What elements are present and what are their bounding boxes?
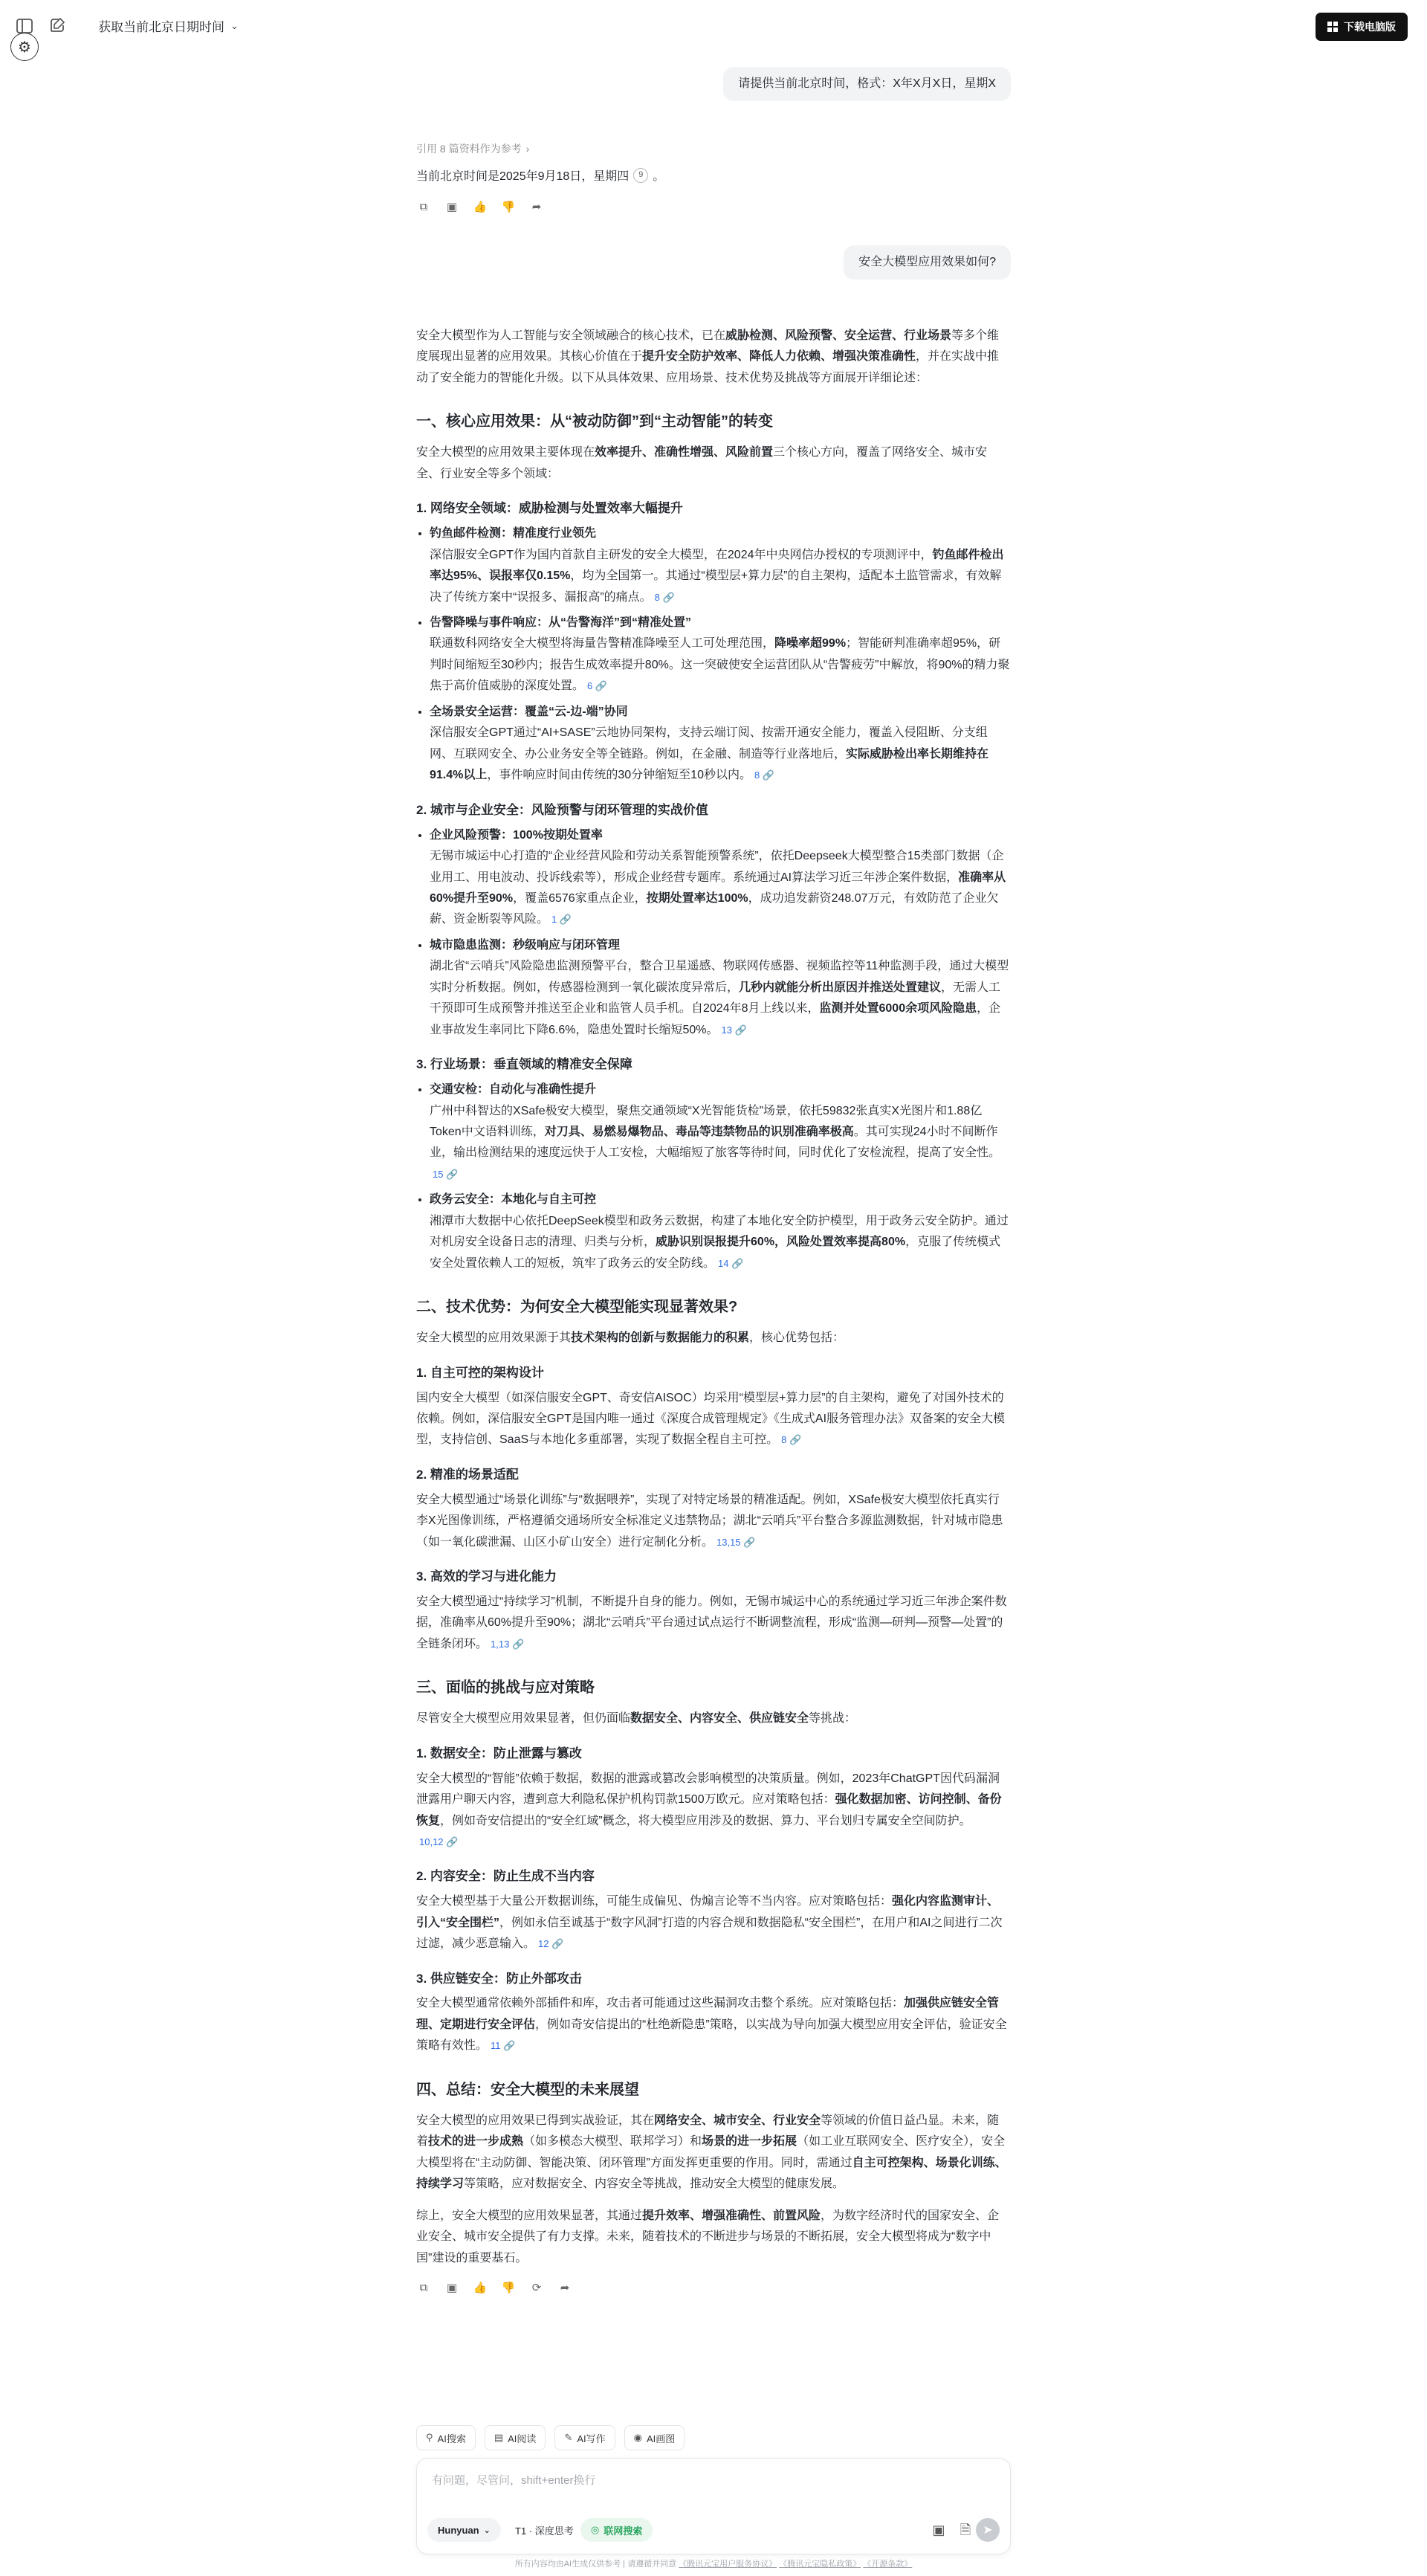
pen-icon: ✎ (564, 2432, 573, 2443)
section-4-para-1: 安全大模型的应用效果已得到实战验证，其在网络安全、城市安全、行业安全等领域的价值日益凸显。未来，随着技术的进一步成熟（如多模态大模型、联邦学习）和场景的进一步拓展（如工业互联网安全、医疗安全），安全大模型将在“主动防御、智能决策、闭环管理”方面发挥更重要的作用。同时，需通过自主可控架构、场景化训练、持续学习等策略，应对数据安全、内容安全等挑战，推动安全大模型的健康发展。 (416, 2114, 1007, 2191)
user-message-2 (844, 245, 1011, 280)
citation-link[interactable]: 10,12 🔗 (419, 1836, 459, 1848)
download-desktop-button[interactable] (1316, 13, 1408, 41)
answer-1-period: 。 (653, 170, 665, 183)
references-toggle[interactable] (416, 141, 1011, 156)
citation-link[interactable]: 12 🔗 (538, 1938, 564, 1950)
section-3-intro: 尽管安全大模型应用效果显著，但仍面临数据安全、内容安全、供应链安全等挑战： (416, 1712, 857, 1726)
citation-link[interactable]: 13 🔗 (721, 1024, 747, 1036)
citation-link[interactable]: 1 🔗 (551, 914, 572, 926)
download-desktop-label: 下载电脑版 (1344, 21, 1396, 33)
palette-icon: ◉ (633, 2432, 642, 2443)
chevron-right-icon: › (525, 143, 530, 155)
settings-gear-icon[interactable]: ⚙ (10, 33, 39, 61)
answer-2-actions (416, 2281, 1011, 2296)
tool-ai-read[interactable]: ▤ AI阅读 (485, 2425, 546, 2450)
tool-ai-draw[interactable]: ◉ AI画图 (624, 2425, 685, 2450)
user-message-1 (723, 67, 1011, 101)
section-1-intro: 安全大模型的应用效果主要体现在效率提升、准确性增强、风险前置三个核心方向，覆盖了网络安全、城市安全、行业安全等多个领域： (416, 446, 988, 480)
document-icon: ▤ (494, 2432, 504, 2443)
article-intro: 安全大模型作为人工智能与安全领域融合的核心技术，已在威胁检测、风险预警、安全运营、行业场景等多个维度展现出显著的应用效果。其核心价值在于提升安全防护效率、降低人力依赖、增强决策准确性，并在实战中推动了安全能力的智能化升级。以下从具体效果、应用场景、技术优势及挑战等方面展开详细论述： (416, 329, 1000, 384)
thumbs-up-icon[interactable]: 👍 (473, 201, 488, 213)
tool-ai-search[interactable]: ⚲ AI搜索 (416, 2425, 476, 2450)
copy-icon[interactable]: ⧉ (419, 201, 428, 213)
chat-composer (416, 2458, 1011, 2554)
thumbs-down-icon[interactable]: 👎 (501, 2282, 516, 2295)
section-2-intro: 安全大模型的应用效果源于其技术架构的创新与数据能力的积累，核心优势包括： (416, 1331, 845, 1345)
answer-1-actions (416, 200, 1011, 215)
list-item: • 企业风险预警：100%按期处置率 无锡市城运中心打造的“企业经营风险和劳动关系智能预警系统”，依托Deepseek大模型整合15类部门数据（企业用工、用电波动、投诉线索等），形成企业经营专题库。系统通过AI算法学习近三年涉企案件数据，准确率从60%提升至90%，覆盖6576家重点企业，按期处置率达100%，成功追发薪资248.07万元，有效防范了企业欠薪、资金断裂等风险。 1 🔗 (430, 825, 1011, 931)
send-button[interactable] (976, 2518, 1000, 2542)
list-item: • 钓鱼邮件检测：精准度行业领先 深信服安全GPT作为国内首款自主研发的安全大模型，在2024年中央网信办授权的专项测评中，钓鱼邮件检出率达95%、误报率仅0.15%，均为全国第一。其通过“模型层+算力层”的自主架构，适配本土监管需求，有效解决了传统方案中“误报多、漏报高”的痛点。 8 🔗 (430, 523, 1011, 608)
list-item: • 告警降噪与事件响应：从“告警海洋”到“精准处置” 联通数科网络安全大模型将海量告警精准降噪至人工可处理范围，降噪率超99%；智能研判准确率超95%，研判时间缩短至30秒内；报告生成效率提升80%。这一突破使安全运营团队从“告警疲劳”中解放，将90%的精力聚焦于高价值威胁的深度处置。 6 🔗 (430, 613, 1011, 697)
bookmark-icon[interactable]: ▣ (446, 2282, 458, 2295)
search-icon: ⚲ (426, 2432, 433, 2443)
bookmark-icon[interactable]: ▣ (446, 201, 458, 213)
image-upload-icon[interactable]: ▣ (932, 2522, 945, 2537)
citation-link[interactable]: 1,13 🔗 (491, 1638, 525, 1650)
section-3-3-body: 安全大模型通常依赖外部插件和库，攻击者可能通过这些漏洞攻击整个系统。应对策略包括：加强供应链安全管理、定期进行安全评估，例如奇安信提出的“杜绝新隐患”策略，以实战为导向加强大模型应用安全评估，验证安全策略有效性。 11 🔗 (416, 1997, 1007, 2053)
citation-link[interactable]: 11 🔗 (491, 2040, 516, 2052)
list-item: • 城市隐患监测：秒级响应与闭环管理 湖北省“云哨兵”风险隐患监测预警平台，整合卫星遥感、物联网传感器、视频监控等11种监测手段，通过大模型实时分析数据。例如，传感器检测到一氧化碳浓度异常后，几秒内就能分析出原因并推送处置建议，无需人工干预即可生成预警并推送至企业和监管人员手机。自2024年8月上线以来，监测并处置6000余项风险隐患，企业事故发生率同比下降6.6%，隐患处置时长缩短50%。 13 🔗 (430, 935, 1011, 1041)
user-message-1-text: 请提供当前北京时间，格式：X年X月X日，星期X (738, 77, 996, 90)
section-3-1-heading: 1. 数据安全：防止泄露与篡改 (416, 1746, 582, 1760)
section-2-3-body: 安全大模型通过“持续学习”机制，不断提升自身的能力。例如，无锡市城运中心的系统通过学习近三年涉企案件数据，准确率从60%提升至90%；湖北“云哨兵”平台通过试点运行不断调整流程，形成“监测—研判—预警—处置”的全链条闭环。 1,13 🔗 (416, 1595, 1007, 1650)
section-1-1-heading: 1. 网络安全领域：威胁检测与处置效率大幅提升 (416, 501, 683, 516)
citation-link[interactable]: 8 🔗 (654, 591, 675, 603)
conversation-title[interactable] (98, 16, 239, 35)
section-3-2-heading: 2. 内容安全：防止生成不当内容 (416, 1869, 595, 1884)
list-item: • 全场景安全运营：覆盖“云-边-端”协同 深信服安全GPT通过“AI+SASE”云地协同架构，支持云端订阅、按需开通安全能力，覆盖入侵阻断、分支组网、互联网安全、办公业务安全等全链路。例如，在金融、制造等行业落地后，实际威胁检出率长期维持在91.4%以上，事件响应时间由传统的30分钟缩短至10秒以内。 8 🔗 (430, 702, 1011, 787)
section-2-3-heading: 3. 高效的学习与进化能力 (416, 1569, 557, 1584)
section-2-heading: 二、技术优势：为何安全大模型能实现显著效果? (416, 1299, 738, 1316)
file-upload-icon[interactable]: 🗎 (960, 2522, 971, 2537)
chevron-down-icon: ⌄ (483, 2525, 491, 2535)
web-search-toggle[interactable]: ◎ 联网搜索 (580, 2518, 653, 2542)
user-message-2-text: 安全大模型应用效果如何? (858, 256, 996, 268)
answer-1-text: 当前北京时间是2025年9月18日，星期四 (416, 170, 630, 183)
section-1-2-list (416, 825, 1011, 1042)
section-2-2-body: 安全大模型通过“场景化训练”与“数据喂养”，实现了对特定场景的精准适配。例如，XSafe极安大模型依托真实行李X光图像训练，严格遵循交通场所安全标准定义违禁物品；湖北“云哨兵”平台整合多源监测数据，针对城市隐患（如一氧化碳泄漏、山区小矿山安全）进行定制化分析。 13,15 🔗 (416, 1493, 1003, 1549)
chat-input[interactable] (430, 2470, 983, 2503)
send-arrow-icon: ➤ (983, 2524, 993, 2537)
section-3-1-body: 安全大模型的“智能”依赖于数据，数据的泄露或篡改会影响模型的决策质量。例如，2023年ChatGPT因代码漏洞泄露用户聊天内容，遭到意大利隐私保护机构罚款1500万欧元。应对策略包括：强化数据加密、访问控制、备份恢复，例如奇安信提出的“安全红域”概念，将大模型应用涉及的数据、算力、平台划归专属安全空间防护。10,12 🔗 (416, 1772, 1002, 1848)
deep-think-toggle[interactable]: T1 · 深度思考 (505, 2518, 584, 2542)
list-item: • 交通安检：自动化与准确性提升 广州中科智达的XSafe极安大模型，聚焦交通领域“X光智能货检”场景，依托59832张真实X光图片和1.88亿Token中文语料训练，对刀具、易燃易爆物品、毒品等违禁物品的识别准确率极高。其可实现24小时不间断作业，输出检测结果的速度远快于人工安检，大幅缩短了旅客等待时间，同时优化了安检流程，提高了安全性。15 🔗 (430, 1079, 1011, 1185)
assistant-answer-1 (416, 141, 1011, 215)
list-item: • 政务云安全：本地化与自主可控 湘潭市大数据中心依托DeepSeek模型和政务云数据，构建了本地化安全防护模型，用于政务云安全防护。通过对机房安全设备日志的清理、归类与分析，威胁识别误报提升60%，风险处置效率提高80%，克服了传统模式安全处置依赖人工的短板，筑牢了政务云的安全防线。 14 🔗 (430, 1189, 1011, 1274)
section-3-3-heading: 3. 供应链安全：防止外部攻击 (416, 1971, 582, 1986)
windows-icon (1327, 22, 1338, 32)
thumbs-up-icon[interactable]: 👍 (473, 2282, 488, 2295)
model-selector[interactable]: Hunyuan ⌄ (427, 2518, 501, 2542)
new-chat-icon[interactable] (48, 16, 67, 36)
section-3-2-body: 安全大模型基于大量公开数据训练，可能生成偏见、伪煽言论等不当内容。应对策略包括：强化内容监测审计、引入“安全围栏”，例如永信至诚基于“数字风洞”打造的内容合规和数据隐私“安全围栏”，在用户和AI之间进行二次过滤，减少恶意输入。 12 🔗 (416, 1895, 1003, 1951)
open-source-link[interactable]: 《开源条款》 (863, 2560, 913, 2569)
assistant-answer-2 (416, 326, 1011, 2296)
section-1-2-heading: 2. 城市与企业安全：风险预警与闭环管理的实战价值 (416, 802, 708, 817)
section-1-3-heading: 3. 行业场景：垂直领域的精准安全保障 (416, 1057, 632, 1072)
footer-disclaimer: 所有内容均由AI生成仅供参考 | 请遵循并同意 《腾讯元宝用户服务协议》 《腾讯元宝隐私政策》 《开源条款》 (514, 2560, 913, 2569)
answer-1-line (416, 167, 1011, 184)
section-3-heading: 三、面临的挑战与应对策略 (416, 1679, 595, 1697)
section-4-heading: 四、总结：安全大模型的未来展望 (416, 2081, 639, 2098)
tool-ai-write[interactable]: ✎ AI写作 (554, 2425, 615, 2450)
section-4-para-2: 综上，安全大模型的应用效果显著，其通过提升效率、增强准确性、前置风险，为数字经济时代的国家安全、企业安全、城市安全提供了有力支撑。未来，随着技术的不断进步与场景的不断拓展，安全大模型将成为“数字中国”建设的重要基石。 (416, 2209, 1000, 2265)
chevron-down-icon: ⌄ (230, 19, 239, 31)
globe-icon: ◎ (591, 2524, 600, 2535)
citation-link[interactable]: 8 🔗 (781, 1434, 802, 1446)
section-1-heading: 一、核心应用效果：从“被动防御”到“主动智能”的转变 (416, 413, 773, 430)
citation-link[interactable]: 6 🔗 (587, 680, 608, 692)
citation-link[interactable]: 14 🔗 (718, 1257, 744, 1269)
section-1-1-list (416, 523, 1011, 787)
share-icon[interactable]: ➦ (531, 201, 542, 213)
citation-link[interactable]: 13,15 🔗 (716, 1536, 756, 1548)
terms-link[interactable]: 《腾讯元宝用户服务协议》 (679, 2560, 777, 2569)
citation-link[interactable]: 15 🔗 (433, 1168, 459, 1180)
section-2-2-heading: 2. 精准的场景适配 (416, 1467, 519, 1482)
section-2-1-heading: 1. 自主可控的架构设计 (416, 1365, 544, 1380)
section-1-3-list (416, 1079, 1011, 1274)
citation-link[interactable]: 8 🔗 (754, 769, 775, 781)
thumbs-down-icon[interactable]: 👎 (501, 201, 516, 213)
privacy-link[interactable]: 《腾讯元宝隐私政策》 (779, 2560, 861, 2569)
share-icon[interactable]: ➦ (560, 2282, 570, 2295)
section-2-1-body: 国内安全大模型（如深信服安全GPT、奇安信AISOC）均采用“模型层+算力层”的自主架构，避免了对国外技术的依赖。例如，深信服安全GPT是国内唯一通过《深度合成管理规定》《生成式AI服务管理办法》双备案的安全大模型，支持信创、SaaS与本地化多重部署，实现了数据全程自主可控。 8 🔗 (416, 1391, 1006, 1447)
top-bar (0, 0, 1427, 56)
reference-badge[interactable]: 9 (633, 168, 648, 183)
references-label: 引用 8 篇资料作为参考 (416, 143, 522, 155)
composer-tools (416, 2425, 685, 2450)
regenerate-icon[interactable]: ⟳ (531, 2282, 542, 2295)
copy-icon[interactable]: ⧉ (419, 2282, 428, 2295)
conversation-title-text: 获取当前北京日期时间 (98, 20, 224, 34)
